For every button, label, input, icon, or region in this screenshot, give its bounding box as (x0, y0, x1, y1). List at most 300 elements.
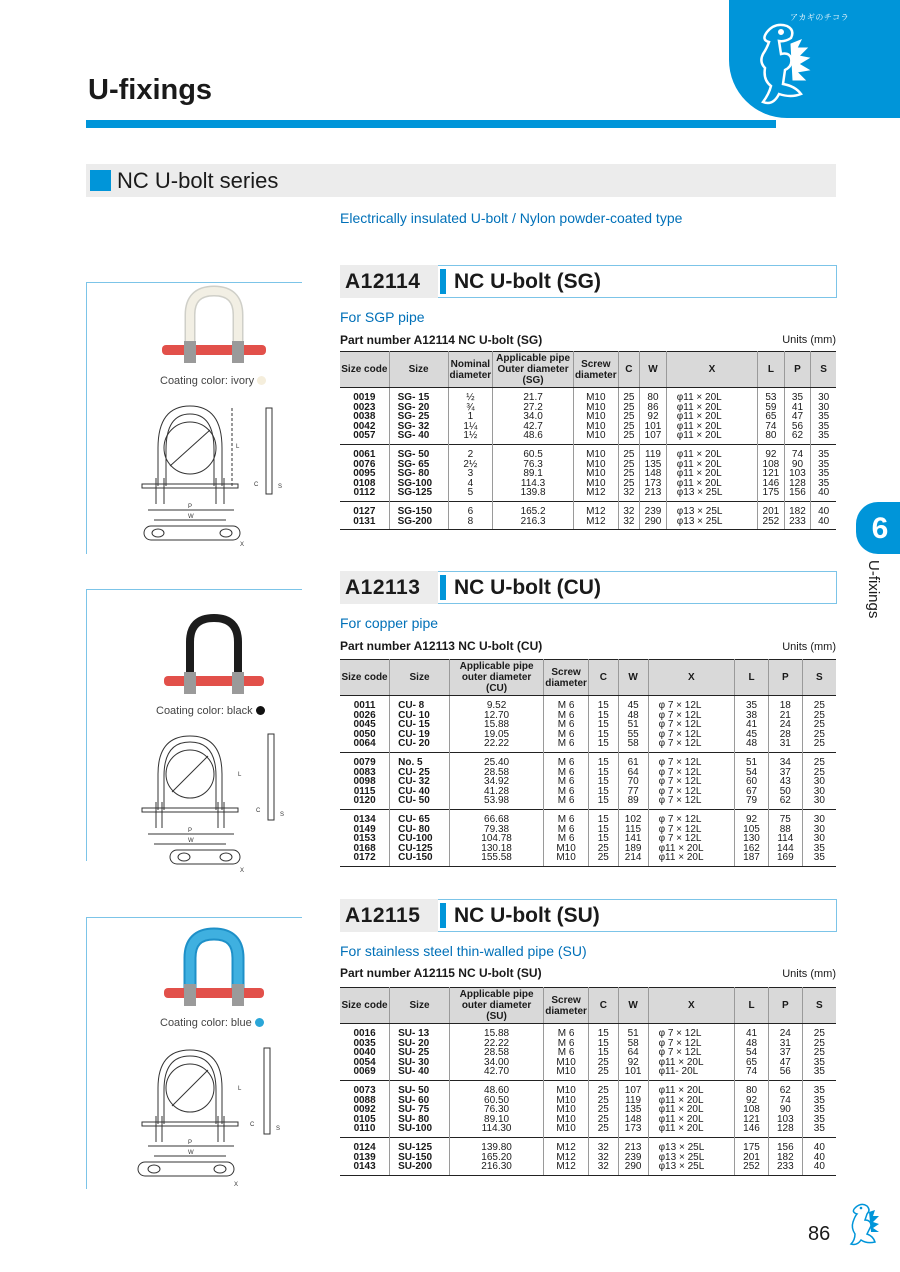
table-cell: M 6 (544, 834, 589, 844)
svg-text:C: C (250, 1122, 255, 1128)
table-cell: 130.18 (449, 844, 543, 854)
table-cell: 62 (784, 431, 811, 444)
col-l: L (735, 988, 769, 1024)
table-cell: 104.78 (449, 834, 543, 844)
table-cell: φ11 × 20L (666, 431, 757, 444)
table-cell: 148 (618, 1115, 648, 1125)
table-cell: φ13 × 25L (666, 488, 757, 501)
table-cell: 25 (588, 1115, 618, 1125)
table-cell: φ13 × 25L (666, 501, 757, 516)
table-cell: M10 (544, 1096, 589, 1106)
table-cell: φ13 × 25L (648, 1153, 735, 1163)
table-cell: 0050 (353, 728, 376, 740)
u-bolt-dimension-drawing (128, 398, 298, 548)
table-cell: φ11- 20L (648, 1067, 735, 1080)
table-cell: 290 (618, 1162, 648, 1175)
table-cell: φ11 × 20L (666, 444, 757, 459)
table-cell: 15.88 (449, 720, 543, 730)
table-cell: M10 (544, 1124, 589, 1137)
table-cell: 15 (588, 720, 618, 730)
table-cell: SG-125 (389, 488, 448, 501)
u-bolt-photo-blue (150, 924, 270, 1014)
table-cell: 32 (618, 488, 640, 501)
table-cell: 5 (448, 488, 493, 501)
col-screw-diameter: Screw diameter (544, 660, 589, 696)
col-s: S (802, 660, 836, 696)
table-cell: M10 (544, 844, 589, 854)
col-x: X (648, 988, 735, 1024)
table-cell: 25 (802, 720, 836, 730)
table-cell: 92 (758, 444, 785, 459)
svg-text:L: L (238, 1086, 242, 1092)
table-cell: 101 (618, 1067, 648, 1080)
dinosaur-mascot-small-icon (845, 1200, 885, 1250)
table-cell: 89.10 (449, 1115, 543, 1125)
table-cell: 25 (618, 412, 640, 422)
col-w: W (618, 988, 648, 1024)
table-cell: M10 (544, 1115, 589, 1125)
table-cell: 9.52 (449, 696, 543, 711)
product-application: For stainless steel thin-walled pipe (SU) (340, 943, 587, 959)
table-cell: 165.20 (449, 1153, 543, 1163)
table-cell: 32 (618, 517, 640, 530)
table-cell: 41 (735, 1024, 769, 1039)
table-cell: M10 (544, 1067, 589, 1080)
table-cell: 165.2 (493, 501, 574, 516)
table-cell: 173 (640, 479, 667, 489)
table-cell: 34.00 (449, 1058, 543, 1068)
units-label: Units (mm) (782, 968, 836, 980)
table-cell: 32 (618, 501, 640, 516)
table-cell: 201 (758, 501, 785, 516)
table-cell: 48 (735, 739, 769, 752)
table-cell: M 6 (544, 787, 589, 797)
table-cell: 0023 (353, 401, 376, 413)
table-cell: 53 (758, 388, 785, 403)
col-w: W (618, 660, 648, 696)
product-name: NC U-bolt (CU) (454, 576, 601, 599)
table-cell: 15 (588, 711, 618, 721)
units-label: Units (mm) (782, 641, 836, 653)
table-cell: 156 (768, 1137, 802, 1152)
spec-table-cu (340, 659, 836, 867)
table-cell: 62 (768, 796, 802, 809)
table-cell: M10 (573, 460, 618, 470)
table-cell: 92 (618, 1058, 648, 1068)
table-cell: 252 (735, 1162, 769, 1175)
table-cell: 8 (448, 517, 493, 530)
table-cell: 103 (784, 469, 811, 479)
table-cell: φ11 × 20L (648, 1096, 735, 1106)
spec-table-su (340, 987, 836, 1176)
svg-text:L: L (238, 772, 242, 778)
col-c: C (588, 660, 618, 696)
table-cell: M12 (544, 1153, 589, 1163)
table-cell: M 6 (544, 1024, 589, 1039)
table-cell: 0092 (353, 1104, 376, 1116)
table-cell: M10 (544, 1105, 589, 1115)
table-cell: 201 (735, 1153, 769, 1163)
table-cell: 41 (735, 720, 769, 730)
table-row (340, 388, 836, 403)
table-cell: 35 (802, 844, 836, 854)
table-row (340, 739, 836, 752)
table-cell: 21.7 (493, 388, 574, 403)
table-cell: 88 (768, 825, 802, 835)
table-cell: 48 (618, 711, 648, 721)
product-separator (440, 575, 446, 600)
table-cell: 0120 (353, 795, 376, 807)
table-cell: 0026 (353, 709, 376, 721)
table-header-row (340, 352, 836, 388)
table-cell: 50 (768, 787, 802, 797)
table-cell: 107 (640, 431, 667, 444)
table-cell: 25 (802, 711, 836, 721)
table-row (340, 796, 836, 809)
table-cell: 25 (618, 444, 640, 459)
product-name: NC U-bolt (SG) (454, 270, 601, 293)
table-cell: 37 (768, 768, 802, 778)
table-cell: 239 (618, 1153, 648, 1163)
table-cell: M10 (573, 431, 618, 444)
page-title: U-fixings (88, 74, 213, 106)
col-size: Size (390, 988, 450, 1024)
table-cell: 51 (618, 720, 648, 730)
table-cell: 0069 (353, 1066, 376, 1078)
table-cell: 40 (802, 1162, 836, 1175)
table-cell: 0038 (353, 411, 376, 423)
table-cell: 65 (758, 412, 785, 422)
table-cell: 76.3 (493, 460, 574, 470)
table-cell: φ 7 × 12L (648, 1048, 735, 1058)
table-cell: CU- 19 (390, 730, 450, 740)
table-cell: 55 (618, 730, 648, 740)
corner-label: アカギのチコラ (790, 13, 850, 22)
table-cell: 35 (802, 1067, 836, 1080)
table-cell: 216.30 (449, 1162, 543, 1175)
table-cell: 1½ (448, 431, 493, 444)
table-cell: 74 (784, 444, 811, 459)
table-cell: 77 (618, 787, 648, 797)
table-cell: 25 (802, 730, 836, 740)
table-cell: φ 7 × 12L (648, 739, 735, 752)
table-cell: 31 (768, 739, 802, 752)
table-cell: 30 (811, 388, 836, 403)
table-cell: 38 (735, 711, 769, 721)
table-cell: 58 (618, 739, 648, 752)
table-cell: 119 (618, 1096, 648, 1106)
table-cell: φ11 × 20L (666, 412, 757, 422)
product-application: For SGP pipe (340, 309, 425, 325)
table-cell: M 6 (544, 752, 589, 767)
table-cell: 25 (802, 739, 836, 752)
table-cell: ¾ (448, 403, 493, 413)
table-cell: 0131 (340, 517, 389, 530)
table-cell: 107 (618, 1080, 648, 1095)
table-cell: 25 (802, 1039, 836, 1049)
table-cell: SU- 20 (390, 1039, 450, 1049)
product-separator (440, 269, 446, 294)
table-cell: 35 (802, 1080, 836, 1095)
table-cell: 101 (640, 422, 667, 432)
table-cell: SU-100 (390, 1124, 450, 1137)
spec-table-sg (340, 351, 836, 530)
table-cell: 35 (811, 412, 836, 422)
table-cell: 25 (802, 1024, 836, 1039)
table-cell: 0042 (353, 420, 376, 432)
table-cell: 0105 (353, 1113, 376, 1125)
table-cell: 35 (802, 1115, 836, 1125)
table-cell: 37 (768, 1048, 802, 1058)
table-row (340, 1124, 836, 1137)
svg-text:X: X (240, 868, 245, 874)
table-cell: 51 (618, 1024, 648, 1039)
table-cell: 25 (588, 844, 618, 854)
table-cell: M12 (544, 1162, 589, 1175)
table-cell: 0016 (340, 1024, 390, 1039)
table-row (340, 696, 836, 711)
table-cell: 27.2 (493, 403, 574, 413)
table-cell: 58 (618, 1039, 648, 1049)
table-cell: 121 (735, 1115, 769, 1125)
table-cell: 59 (758, 403, 785, 413)
table-cell: 0124 (340, 1137, 390, 1152)
table-cell: 175 (758, 488, 785, 501)
table-cell: φ11 × 20L (648, 844, 735, 854)
table-cell: SG- 40 (389, 431, 448, 444)
table-cell: 139.80 (449, 1137, 543, 1152)
table-cell: SG- 20 (389, 403, 448, 413)
table-cell: 155.58 (449, 853, 543, 866)
col-c: C (588, 988, 618, 1024)
table-cell: 25 (802, 768, 836, 778)
table-cell: 35 (802, 1124, 836, 1137)
table-cell: SG- 50 (389, 444, 448, 459)
table-cell: 28.58 (449, 1048, 543, 1058)
table-cell: 79.38 (449, 825, 543, 835)
table-cell: 61 (618, 752, 648, 767)
table-cell: 15 (588, 752, 618, 767)
table-cell: 40 (811, 501, 836, 516)
series-title: NC U-bolt series (117, 168, 279, 193)
table-cell: φ11 × 20L (648, 1105, 735, 1115)
table-cell: M 6 (544, 711, 589, 721)
table-cell: 92 (640, 412, 667, 422)
part-number-label: Part number A12113 NC U-bolt (CU) (340, 639, 543, 653)
table-cell: SU- 13 (390, 1024, 450, 1039)
table-cell: 24 (768, 1024, 802, 1039)
coating-color-label: Coating color: black (156, 705, 265, 717)
svg-text:C: C (256, 808, 261, 814)
table-cell: 15 (588, 1039, 618, 1049)
table-cell: 233 (784, 517, 811, 530)
dim-label-s: S (278, 484, 283, 490)
table-cell: ½ (448, 388, 493, 403)
product-separator (440, 903, 446, 928)
table-cell: φ 7 × 12L (648, 730, 735, 740)
table-cell: M10 (573, 469, 618, 479)
table-cell: 21 (768, 711, 802, 721)
page-number: 86 (808, 1223, 831, 1245)
table-cell: 15.88 (449, 1024, 543, 1039)
table-cell: 103 (768, 1115, 802, 1125)
table-cell: 35 (784, 388, 811, 403)
table-cell: 128 (784, 479, 811, 489)
table-cell: SU- 30 (390, 1058, 450, 1068)
dim-label-x: X (240, 542, 245, 548)
table-cell: 0073 (340, 1080, 390, 1095)
table-row (340, 853, 836, 866)
table-cell: 48.60 (449, 1080, 543, 1095)
series-marker (90, 170, 111, 191)
table-cell: 2½ (448, 460, 493, 470)
table-cell: φ11 × 20L (666, 388, 757, 403)
table-cell: M12 (544, 1137, 589, 1152)
table-cell: 60.50 (449, 1096, 543, 1106)
table-cell: 156 (784, 488, 811, 501)
table-cell: 15 (588, 696, 618, 711)
table-cell: CU- 15 (390, 720, 450, 730)
col-size: Size (389, 352, 448, 388)
table-cell: SU-125 (390, 1137, 450, 1152)
table-cell: 2 (448, 444, 493, 459)
col-p: P (768, 660, 802, 696)
table-cell: CU- 25 (390, 768, 450, 778)
table-cell: M10 (573, 412, 618, 422)
table-cell: 214 (618, 853, 648, 866)
table-cell: 0127 (340, 501, 389, 516)
table-cell: 80 (735, 1080, 769, 1095)
table-cell: φ11 × 20L (648, 1124, 735, 1137)
product-code: A12113 (340, 571, 438, 604)
table-cell: φ11 × 20L (666, 403, 757, 413)
table-cell: 15 (588, 825, 618, 835)
table-cell: 25 (618, 479, 640, 489)
table-cell: 0076 (353, 458, 376, 470)
table-cell: 70 (618, 777, 648, 787)
table-cell: 56 (784, 422, 811, 432)
table-cell: 130 (735, 834, 769, 844)
table-cell: φ 7 × 12L (648, 796, 735, 809)
table-cell: 28.58 (449, 768, 543, 778)
table-cell: M 6 (544, 768, 589, 778)
dim-label-c: C (254, 482, 259, 488)
table-cell: 189 (618, 844, 648, 854)
table-cell: 15 (588, 809, 618, 824)
table-cell: 0143 (340, 1162, 390, 1175)
col-pipe-diameter: Applicable pipe outer diameter (SU) (449, 988, 543, 1024)
product-code: A12114 (340, 265, 438, 298)
table-cell: 0115 (353, 785, 376, 797)
table-cell: 0019 (340, 388, 389, 403)
table-cell: 15 (588, 787, 618, 797)
table-cell: 64 (618, 768, 648, 778)
col-pipe-diameter: Applicable pipe Outer diameter (SG) (493, 352, 574, 388)
table-header-row (340, 660, 836, 696)
table-row (340, 488, 836, 501)
table-cell: φ13 × 25L (666, 517, 757, 530)
table-cell: 169 (768, 853, 802, 866)
table-cell: CU-125 (390, 844, 450, 854)
table-cell: SG- 25 (389, 412, 448, 422)
table-cell: φ13 × 25L (648, 1162, 735, 1175)
col-size: Size (390, 660, 450, 696)
table-cell: 89.1 (493, 469, 574, 479)
table-cell: M12 (573, 488, 618, 501)
table-cell: SU- 25 (390, 1048, 450, 1058)
col-l: L (735, 660, 769, 696)
table-cell: φ 7 × 12L (648, 752, 735, 767)
table-header-row (340, 988, 836, 1024)
table-cell: 25.40 (449, 752, 543, 767)
table-cell: 0098 (353, 776, 376, 788)
table-cell: SU- 80 (390, 1115, 450, 1125)
table-cell: 141 (618, 834, 648, 844)
table-cell: 15 (588, 834, 618, 844)
table-cell: 53.98 (449, 796, 543, 809)
table-cell: 25 (588, 1058, 618, 1068)
table-cell: 35 (811, 460, 836, 470)
table-cell: 15 (588, 796, 618, 809)
table-cell: 135 (618, 1105, 648, 1115)
table-cell: M10 (544, 853, 589, 866)
table-row (340, 1080, 836, 1095)
table-cell: 0057 (353, 430, 376, 442)
table-cell: 148 (640, 469, 667, 479)
table-cell: CU-100 (390, 834, 450, 844)
svg-text:P: P (188, 828, 193, 834)
table-cell: SU- 75 (390, 1105, 450, 1115)
coating-color-label: Coating color: ivory (160, 375, 266, 387)
table-cell: 42.70 (449, 1067, 543, 1080)
table-cell: 25 (618, 469, 640, 479)
table-cell: 24 (768, 720, 802, 730)
table-cell: 64 (618, 1048, 648, 1058)
table-cell: 0153 (353, 833, 376, 845)
table-cell: 34.92 (449, 777, 543, 787)
table-cell: 0061 (340, 444, 389, 459)
table-cell: SG- 80 (389, 469, 448, 479)
col-x: X (648, 660, 735, 696)
table-cell: 25 (802, 696, 836, 711)
table-cell: 252 (758, 517, 785, 530)
table-cell: 15 (588, 777, 618, 787)
table-cell: 0064 (353, 738, 376, 750)
table-cell: 239 (640, 501, 667, 516)
dinosaur-mascot-icon (745, 14, 825, 114)
dim-label-p: P (188, 504, 193, 510)
dim-label-l: L (236, 444, 240, 450)
col-x: X (666, 352, 757, 388)
svg-text:X: X (234, 1182, 239, 1188)
table-cell: 102 (618, 809, 648, 824)
table-cell: SU- 40 (390, 1067, 450, 1080)
chapter-tab[interactable]: 6 (856, 502, 900, 554)
table-cell: 139.8 (493, 488, 574, 501)
table-cell: SG-100 (389, 479, 448, 489)
col-size-code: Size code (340, 660, 390, 696)
table-cell: SU-200 (390, 1162, 450, 1175)
table-cell: 30 (802, 834, 836, 844)
table-cell: CU- 32 (390, 777, 450, 787)
table-cell: 22.22 (449, 1039, 543, 1049)
table-cell: φ11 × 20L (666, 479, 757, 489)
table-cell: 35 (811, 469, 836, 479)
col-size-code: Size code (340, 988, 390, 1024)
table-cell: CU- 40 (390, 787, 450, 797)
table-cell: 162 (735, 844, 769, 854)
table-cell: SG-200 (389, 517, 448, 530)
